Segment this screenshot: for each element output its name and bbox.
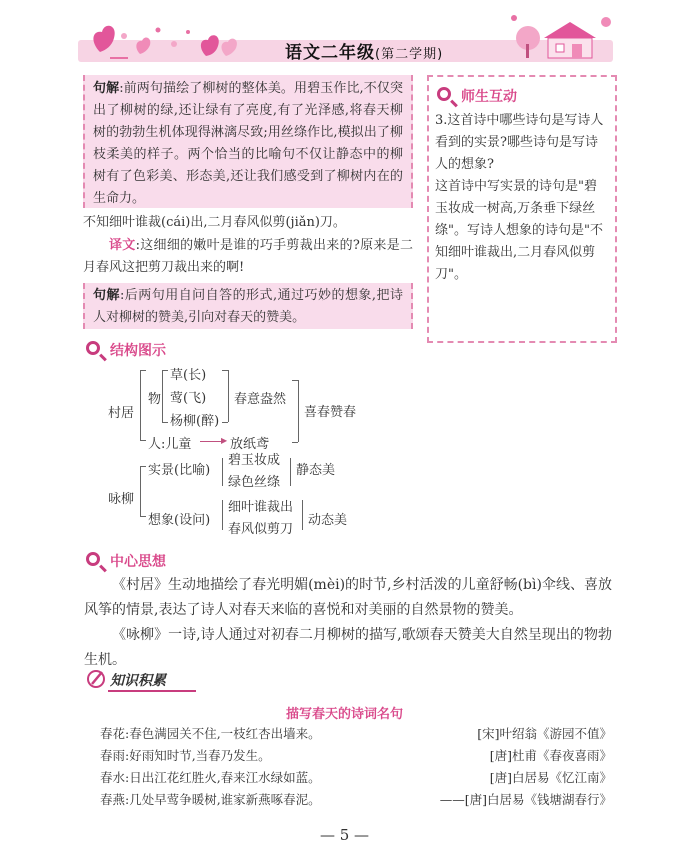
page-header bbox=[0, 0, 689, 70]
translation-block bbox=[83, 235, 413, 279]
magnifier-icon bbox=[86, 341, 100, 355]
theme-paragraph-1: 《村居》生动地描绘了春光明媚(mèi)的时节,乡村活泼的儿童舒畅(bì)伞线、喜放风筝的情景,表达了诗人对春天来临的喜悦和对美丽的自然景物的赞美。 bbox=[84, 577, 612, 618]
knowledge-title: 知识积累 bbox=[110, 673, 166, 689]
poem-text: 春燕:几处早莺争暖树,谁家新燕啄春泥。 bbox=[100, 792, 321, 807]
poem-row bbox=[100, 722, 612, 744]
pen-circle-icon bbox=[86, 668, 108, 690]
diagram-cunju: 村居 bbox=[108, 406, 135, 421]
annotation-box-2 bbox=[83, 283, 413, 329]
poem-source: [唐]杜甫《春夜喜雨》 bbox=[489, 748, 612, 763]
poem-row bbox=[100, 766, 612, 788]
house-tree-decoration-icon bbox=[508, 8, 618, 64]
poem-source: [唐]白居易《忆江南》 bbox=[489, 770, 612, 785]
structure-diagram bbox=[100, 360, 400, 550]
page-title bbox=[285, 38, 443, 63]
teacher-student-panel bbox=[427, 75, 617, 343]
knowledge-underline bbox=[108, 690, 196, 692]
verse-text: 不知细叶谁裁(cái)出,二月春风似剪(jiǎn)刀。 bbox=[83, 215, 346, 230]
interaction-title: 师生互动 bbox=[461, 89, 517, 105]
diagram-dynamic-beauty: 动态美 bbox=[308, 513, 348, 528]
diagram-xiangxiang: 想象(设问) bbox=[148, 513, 211, 528]
diagram-static-beauty: 静态美 bbox=[296, 463, 336, 478]
diagram-spring: 春意盎然 bbox=[234, 392, 287, 407]
poem-text: 春花:春色满园关不住,一枝红杏出墙来。 bbox=[100, 726, 321, 741]
interaction-question: 3.这首诗中哪些诗句是写诗人看到的实景?哪些诗句是写诗人的想象? bbox=[435, 113, 604, 172]
structure-title: 结构图示 bbox=[110, 343, 166, 359]
poem-list bbox=[100, 722, 612, 810]
theme-title: 中心思想 bbox=[110, 554, 166, 570]
flower-heart-decoration-icon bbox=[88, 14, 248, 64]
diagram-ying: 莺(飞) bbox=[170, 391, 207, 406]
diagram-shijing: 实景(比喻) bbox=[148, 463, 211, 478]
poem-text: 春雨:好雨知时节,当春乃发生。 bbox=[100, 748, 271, 763]
magnifier-icon bbox=[437, 87, 451, 101]
poem-row bbox=[100, 744, 612, 766]
header-subtitle: (第二学期) bbox=[375, 47, 444, 62]
diagram-love-spring: 喜春赞春 bbox=[304, 405, 357, 420]
diagram-wu: 物 bbox=[148, 392, 162, 407]
knowledge-subtitle: 描写春天的诗词名句 bbox=[285, 707, 403, 722]
magnifier-icon bbox=[86, 552, 100, 566]
header-title-text: 语文二年级 bbox=[285, 43, 375, 63]
diagram-yangliu: 杨柳(醉) bbox=[170, 414, 220, 429]
poem-source: [宋]叶绍翁《游园不值》 bbox=[477, 726, 612, 741]
translation-text: :这细细的嫩叶是谁的巧手剪裁出来的?原来是二月春风这把剪刀裁出来的啊! bbox=[83, 238, 413, 275]
annotation-label-2: 句解 bbox=[93, 288, 120, 303]
diagram-lvse: 绿色丝绦 bbox=[228, 475, 281, 490]
poem-row bbox=[100, 788, 612, 810]
annotation-text: :前两句描绘了柳树的整体美。用碧玉作比,不仅突出了柳树的绿,还让绿有了亮度,有了光泽感,将春天柳树的勃勃生机体现得淋漓尽致;用丝绦作比,模拟出了柳枝柔美的样子。两个恰当的比喻句不仅让静态中的柳树有了色彩美、形态美,还让我们感受到了柳树内在的生命力。 bbox=[93, 81, 403, 206]
translation-label: 译文 bbox=[109, 238, 136, 253]
arrow-icon: ▶ bbox=[221, 436, 228, 445]
diagram-yongliu: 咏柳 bbox=[108, 492, 135, 507]
poem-source: ——[唐]白居易《钱塘湖春行》 bbox=[439, 792, 612, 807]
diagram-biyu: 碧玉妆成 bbox=[228, 453, 281, 468]
diagram-xiye: 细叶谁裁出 bbox=[228, 500, 294, 515]
interaction-answer: 这首诗中写实景的诗句是"碧玉妆成一树高,万条垂下绿丝绦"。写诗人想象的诗句是"不知细叶谁裁出,二月春风似剪刀"。 bbox=[435, 179, 603, 282]
diagram-ren: 人:儿童 bbox=[148, 437, 192, 452]
poem-text: 春水:日出江花红胜火,春来江水绿如蓝。 bbox=[100, 770, 321, 785]
diagram-kite: 放纸鸢 bbox=[230, 437, 270, 452]
verse-line bbox=[83, 212, 413, 234]
theme-paragraph-2: 《咏柳》一诗,诗人通过对初春二月柳树的描写,歌颂春天赞美大自然呈现出的物勃生机。 bbox=[84, 627, 612, 668]
diagram-cao: 草(长) bbox=[170, 368, 207, 383]
page-number: — 5 — bbox=[319, 826, 370, 844]
annotation-box-1 bbox=[83, 75, 413, 208]
diagram-chunfeng: 春风似剪刀 bbox=[228, 522, 294, 537]
annotation-text-2: :后两句用自问自答的形式,通过巧妙的想象,把诗人对柳树的赞美,引向对春天的赞美。 bbox=[93, 288, 403, 325]
annotation-label: 句解 bbox=[93, 81, 120, 96]
